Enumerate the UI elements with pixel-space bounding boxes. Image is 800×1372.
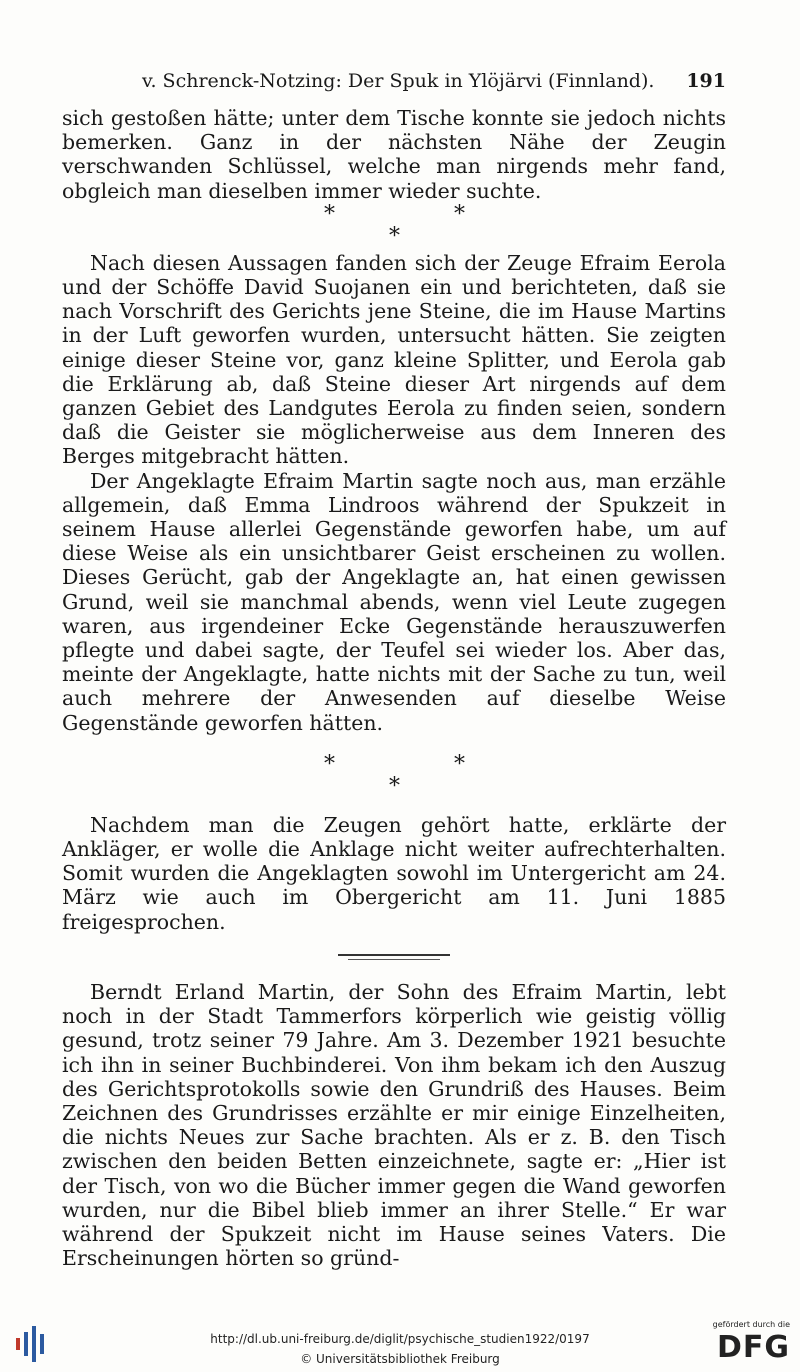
page-body	[62, 106, 726, 1270]
section-rule	[62, 934, 726, 980]
funder-line: gefördert durch die	[712, 1320, 790, 1329]
running-title: v. Schrenck-Notzing: Der Spuk in Ylöjärvi (Finnland).	[142, 70, 655, 92]
paragraph-1: sich gestoßen hätte; unter dem Tische konnte sie jedoch nichts bemerken. Ganz in der nächsten Nähe der Zeugin verschwanden Schlüssel, welche man nirgends mehr fand, obgleich man dieselben immer wieder suchte.	[62, 106, 726, 203]
section-separator-1	[62, 203, 726, 251]
separator-star: *	[454, 751, 465, 777]
source-url[interactable]: http://dl.ub.uni-freiburg.de/diglit/psychische_studien1922/0197	[210, 1332, 590, 1346]
separator-star: *	[454, 201, 465, 227]
separator-star: *	[389, 773, 400, 799]
paragraph-3: Der Angeklagte Efraim Martin sagte noch aus, man erzähle allgemein, daß Emma Lindroos während der Spukzeit in seinem Hause allerlei Gegenstände geworfen habe, um auf diese Weise als ein unsichtbarer Geist erscheinen zu wollen. Dieses Gerücht, gab der Angeklagte an, hat einen gewissen Grund, weil sie manchmal abends, wenn viel Leute zugegen waren, aus irgendeiner Ecke Gegenstände herauszuwerfen pflegte und dabei sagte, der Teufel sei wieder los. Aber das, meinte der Angeklagte, hatte nichts mit der Sache zu tun, weil auch mehrere der Anwesenden auf dieselbe Weise Gegenstände geworfen hätten.	[62, 468, 726, 735]
dfg-logo	[706, 1320, 790, 1370]
paragraph-4: Nachdem man die Zeugen gehört hatte, erklärte der Ankläger, er wolle die Anklage nicht weiter aufrechterhalten. Somit wurden die Angeklagten sowohl im Untergericht am 24. März wie auch im Obergericht am 11. Juni 1885 freigesprochen.	[62, 812, 726, 934]
paragraph-2: Nach diesen Aussagen fanden sich der Zeuge Efraim Eerola und der Schöffe David Suojanen ein und berichteten, daß sie nach Vorschrift des Gerichts jene Steine, die im Hause Martins in der Luft geworfen wurden, untersucht hätten. Sie zeigten einige dieser Steine vor, ganz kleine Splitter, und Eerola gab die Erklärung ab, daß Steine dieser Art nirgends auf dem ganzen Gebiet des Landgutes Eerola zu finden seien, sondern daß die Geister sie möglicherweise aus dem Inneren des Berges mitgebracht hätten.	[62, 250, 726, 469]
dfg-logo-text: DFG	[716, 1330, 790, 1365]
copyright-notice: © Universitätsbibliothek Freiburg	[300, 1352, 500, 1366]
separator-star: *	[324, 751, 335, 777]
divider-line	[338, 954, 450, 956]
separator-star: *	[324, 201, 335, 227]
paragraph-5: Berndt Erland Martin, der Sohn des Efraim Martin, lebt noch in der Stadt Tammerfors körperlich wie geistig völlig gesund, trotz seiner 79 Jahre. Am 3. Dezember 1921 besuchte ich ihn in seiner Buchbinderei. Von ihm bekam ich den Auszug des Gerichtsprotokolls sowie den Grundriß des Hauses. Beim Zeichnen des Grundrisses erzählte er mir einige Einzelheiten, die nichts Neues zur Sache brachten. Als er z. B. den Tisch zwischen den beiden Betten einzeichnete, sagte er: „Hier ist der Tisch, von wo die Bücher immer gegen die Wand geworfen wurden, nur die Bibel blieb immer an ihrer Stelle.“ Er war während der Spukzeit nicht im Hause seines Vaters. Die Erscheinungen hörten so gründ-	[62, 979, 726, 1271]
divider-line	[348, 959, 440, 960]
separator-star: *	[389, 223, 400, 249]
digitization-footer	[0, 1318, 800, 1372]
page-number: 191	[686, 70, 726, 92]
section-separator-2	[62, 753, 726, 801]
